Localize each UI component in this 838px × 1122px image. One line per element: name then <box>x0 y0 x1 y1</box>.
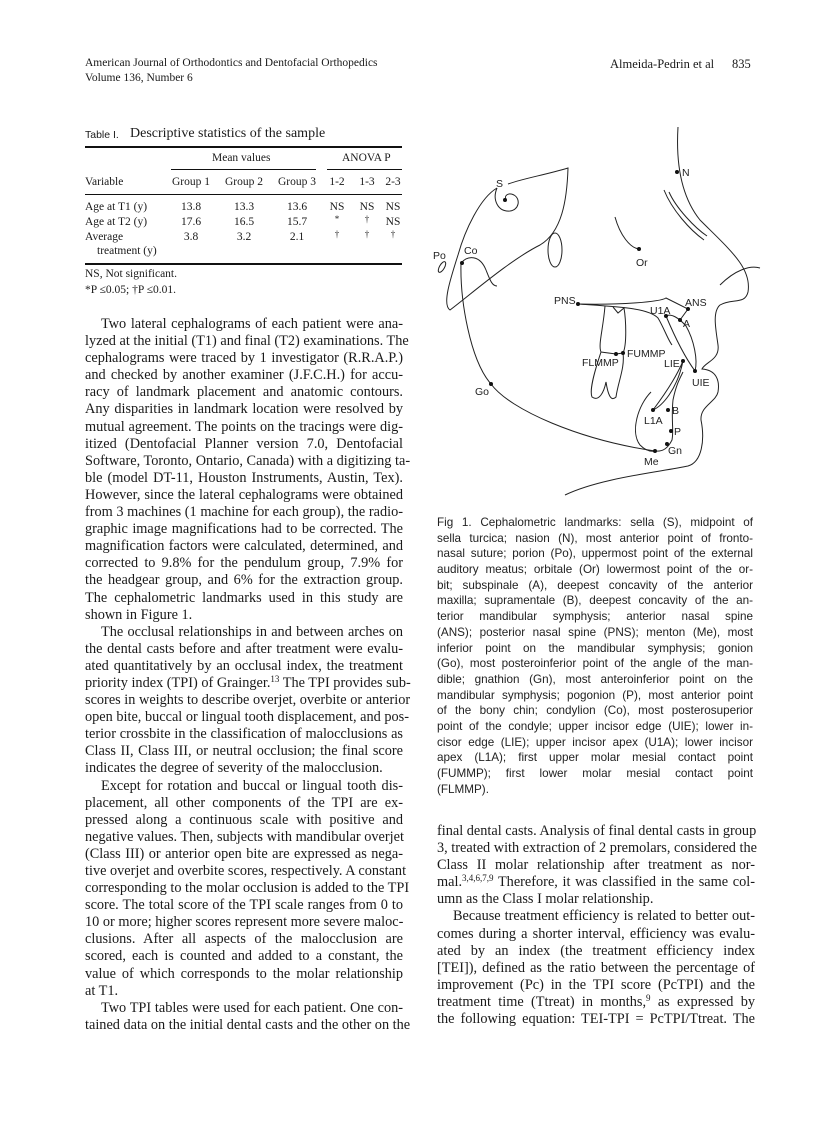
label-B: B <box>672 405 680 417</box>
cell-group2: 16.5 <box>233 216 255 228</box>
text-line: pressed along a continuous scale with positive and <box>85 811 403 828</box>
text-line: clusions. After all aspects of the malocclusion are <box>85 931 403 948</box>
text-line: 10 or more; higher scores represent more severe maloc- <box>85 914 404 931</box>
label-Me: Me <box>644 456 659 468</box>
text-line: bit; subspinale (A), deepest concavity of the anterior <box>437 578 753 592</box>
text-line <box>85 673 411 692</box>
label-FLMMP: FLMMP <box>582 357 619 369</box>
upper-molar <box>600 306 626 354</box>
cell-group2: 3.2 <box>236 231 252 243</box>
text-line: inferior point on the mandibular symphysis; gonion <box>437 641 753 655</box>
text-line: Class II molar relationship after treatment as nor- <box>437 857 755 874</box>
text-line: score. The total score of the TPI scale ranges from 0 to <box>85 897 403 914</box>
text-line <box>85 316 403 333</box>
text-line: scored, each is counted and added to a constant, the <box>85 948 403 965</box>
label-LIE: LIE <box>664 358 680 370</box>
text-line: Fig 1. Cephalometric landmarks: sella (S), midpoint of <box>437 516 753 529</box>
text-line: the headgear group, and 6% for the extraction group. <box>85 572 403 589</box>
cell-variable: Age at T2 (y) <box>85 216 148 228</box>
text-line: Any disparities in landmark location were resolved by <box>85 401 403 418</box>
label-N: N <box>682 167 690 179</box>
citation-superscript: 13 <box>270 673 280 684</box>
text-line <box>437 874 755 891</box>
text-span: Except for rotation and buccal or lingual tooth dis- <box>101 777 403 794</box>
text-line <box>437 891 755 908</box>
label-UIE: UIE <box>692 377 710 389</box>
cell-p23: † <box>390 229 396 239</box>
text-line: tive overjet and overbite scores, respectively. A constant <box>85 863 407 879</box>
text-span: The TPI provides sub- <box>279 674 411 691</box>
text-line <box>85 983 403 1000</box>
label-P: P <box>674 426 682 438</box>
text-line: ated quantitatively by an occlusal index, the treatment <box>85 657 403 674</box>
col-header-p13: 1-3 <box>359 176 375 188</box>
text-span: indicates the degree of severity of the malocclusion. <box>85 760 383 777</box>
figure-caption <box>437 515 753 797</box>
citation-superscript: 3,4,6,7,9 <box>462 873 494 884</box>
text-line: mandibular symphysis; pogonion (P), most anterior point <box>437 688 753 702</box>
cell-variable-cont: treatment (y) <box>97 245 157 257</box>
text-line: final dental casts. Analysis of final dental casts in group <box>437 823 757 839</box>
citation-superscript: 9 <box>646 992 651 1003</box>
text-line: magnification factors were calculated, determined, and <box>85 538 403 555</box>
text-line: tained data on the initial dental casts and the other on the <box>85 1016 411 1033</box>
journal-volume: Volume 136, Number 6 <box>85 72 193 84</box>
cell-group1: 17.6 <box>180 216 202 228</box>
text-line: corrected to 9.8% for the pendulum group, 7.9% for <box>85 555 403 572</box>
text-span: (FLMMP). <box>437 782 489 796</box>
cell-variable: Average <box>85 231 124 243</box>
text-span: shown in Figure 1. <box>85 606 193 623</box>
cell-p12: † <box>334 229 340 239</box>
label-ANS: ANS <box>685 297 707 309</box>
label-FUMMP: FUMMP <box>627 348 666 360</box>
text-line: nasal suture; porion (Po), uppermost point of the external <box>437 547 753 561</box>
text-line: point of the condyle; upper incisor edge (UIE); lower in- <box>437 719 753 733</box>
cell-p12: * <box>334 214 340 224</box>
cell-group2: 13.3 <box>233 201 255 213</box>
text-span: Two TPI tables were used for each patient. One con- <box>101 999 403 1016</box>
text-line: (Go), most posteroinferior point of the angle of the man- <box>437 657 753 671</box>
text-line: terior mandibular symphysis; anterior nasal spine <box>437 610 753 624</box>
cell-group3: 13.6 <box>286 201 308 213</box>
cell-p13: NS <box>359 201 375 213</box>
text-span: at T1. <box>85 982 119 999</box>
right-column-text <box>437 823 755 1028</box>
text-line <box>437 782 753 798</box>
anova-header: ANOVA P <box>342 152 391 164</box>
text-line: itized (Dentofacial Planner version 7.0, Dentofacial <box>85 435 403 452</box>
text-line: the following equation: TEI-TPI = PcTPI/Ttreat. The <box>437 1011 755 1028</box>
label-Po: Po <box>433 250 446 262</box>
text-line <box>437 994 755 1011</box>
cell-p12: NS <box>329 201 345 213</box>
col-header-group2: Group 2 <box>224 176 263 188</box>
orbit <box>615 217 639 249</box>
text-line: cephalograms were traced by 1 investigator (R.R.A.P.) <box>85 350 403 367</box>
table-footnote: *P ≤0.05; †P ≤0.01. <box>85 284 177 296</box>
text-line: The cephalometric landmarks used in this study are <box>85 589 403 606</box>
text-line: corresponding to the molar occlusion is added to the TPI <box>85 880 410 897</box>
text-line: ble (model DT-11, Houston Instruments, Austin, Tex). <box>85 469 403 486</box>
text-span: priority index (TPI) of Grainger. <box>85 674 271 691</box>
label-A: A <box>683 318 691 330</box>
text-line: Class II, Class III, or neutral occlusion; the final score <box>85 743 403 760</box>
text-line: However, since the lateral cephalograms were obtained <box>85 486 403 503</box>
label-L1A: L1A <box>644 415 663 427</box>
running-authors: Almeida-Pedrin et al <box>610 57 715 71</box>
col-header-p12: 1-2 <box>329 176 345 188</box>
text-line: (FUMMP); first lower molar mesial contact point <box>437 767 753 780</box>
text-span: as expressed by <box>650 993 755 1010</box>
cell-group3: 15.7 <box>286 216 308 228</box>
text-line: terior crossbite in the classification of malocclusions as <box>85 726 403 743</box>
condyle <box>461 258 497 286</box>
text-line <box>85 607 403 624</box>
text-line: cisor edge (LIE); upper incisor apex (U1A); lower incisor <box>437 735 753 749</box>
table-title: Descriptive statistics of the sample <box>130 126 326 141</box>
label-PNS: PNS <box>554 295 576 307</box>
table-label: Table I. <box>85 129 119 141</box>
text-line: lyzed at the initial (T1) and final (T2) examinations. The <box>85 333 409 350</box>
cell-group1: 13.8 <box>180 201 202 213</box>
text-span: mal. <box>437 874 463 891</box>
cell-group1: 3.8 <box>183 231 199 243</box>
label-Co: Co <box>464 245 478 257</box>
label-Go: Go <box>475 386 490 398</box>
text-line: maxilla; supramentale (B), deepest concavity of the an- <box>437 594 753 608</box>
journal-name: American Journal of Orthodontics and Dentofacial Orthopedics <box>85 57 378 69</box>
cell-group3: 2.1 <box>289 231 305 243</box>
text-line: improvement (Pc) in the TPI score (PcTPI) and the <box>437 976 755 993</box>
cell-p13: † <box>364 214 370 224</box>
text-span: Because treatment efficiency is related to better out- <box>453 908 755 925</box>
cell-p23: NS <box>385 201 401 213</box>
label-Or: Or <box>636 257 648 269</box>
cell-variable: Age at T1 (y) <box>85 201 148 213</box>
text-line: auditory meatus; orbitale (Or) lowermost point of the or- <box>437 563 753 577</box>
col-header-group3: Group 3 <box>277 176 316 188</box>
text-line <box>85 624 403 641</box>
text-line: negative values. Then, subjects with mandibular overjet <box>85 828 404 845</box>
nasal-bone <box>664 190 707 240</box>
text-line: Software, Toronto, Ontario, Canada) with a digitizing ta- <box>85 452 411 469</box>
text-line <box>85 778 403 795</box>
text-line: (ANS); posterior nasal spine (PNS); menton (Me), most <box>437 625 753 639</box>
left-column-text <box>85 316 411 1034</box>
text-line: open bite, buccal or lingual tooth displacement, and pos- <box>85 709 409 726</box>
label-S: S <box>496 178 504 190</box>
text-line: racy of landmark placement and anatomic contours. <box>85 384 403 401</box>
text-span: treatment time (Ttreat) in months, <box>437 993 647 1010</box>
text-line: scores in weights to describe overjet, overbite or anterior <box>85 692 411 709</box>
text-line: sella turcica; nasion (N), most anterior point of fronto- <box>437 531 753 545</box>
text-line: 3, treated with extraction of 2 premolars, considered the <box>437 840 757 857</box>
text-span: Two lateral cephalograms of each patient were ana- <box>101 316 403 332</box>
text-line <box>85 1000 403 1017</box>
cephalometric-figure <box>425 120 765 510</box>
text-line: apex (L1A); first upper molar mesial contact point <box>437 751 753 765</box>
text-line <box>85 760 403 777</box>
cell-p13: † <box>364 229 370 239</box>
text-line: placement, all other components of the TPI are ex- <box>85 794 403 811</box>
text-line: value of which corresponds to the molar relationship <box>85 965 403 982</box>
col-header-p23: 2-3 <box>385 176 401 188</box>
text-line: the dental casts before and after treatment were evalu- <box>85 640 403 657</box>
label-U1A: U1A <box>650 305 671 317</box>
label-Gn: Gn <box>668 445 683 457</box>
palatal-plane <box>578 298 691 345</box>
throat <box>720 267 760 285</box>
page-number: 835 <box>732 57 751 71</box>
text-line: [TEI]), defined as the ratio between the percentage of <box>437 959 755 976</box>
text-line: comes during a shorter interval, efficiency was evalu- <box>437 925 755 942</box>
text-line: from 3 machines (1 machine for each group), the radio- <box>85 504 403 521</box>
text-line: mutual agreement. The points on the tracings were dig- <box>85 418 403 435</box>
cell-p23: NS <box>385 216 401 228</box>
col-header-group1: Group 1 <box>171 176 210 188</box>
table-footnote: NS, Not significant. <box>85 268 177 280</box>
mean-values-header: Mean values <box>212 152 271 164</box>
col-header-variable: Variable <box>85 176 124 188</box>
text-line: graphic image magnifications had to be corrected. The <box>85 521 403 538</box>
text-line: and checked by another examiner (J.F.C.H.) for accu- <box>85 367 403 384</box>
text-line: ated by an index (the treatment efficiency index <box>437 942 755 959</box>
text-span: The occlusal relationships in and between arches on <box>101 623 403 640</box>
text-line: (Class III) or anterior open bite are expressed as nega- <box>85 845 403 862</box>
text-span: Therefore, it was classified in the same col- <box>493 874 755 891</box>
text-span: umn as the Class I molar relationship. <box>437 891 654 908</box>
text-line: of the bony chin; condylion (Co), most posterosuperior <box>437 704 753 718</box>
text-line <box>437 908 755 925</box>
text-line: dible; gnathion (Gn), most anteroinferior point on the <box>437 672 753 686</box>
